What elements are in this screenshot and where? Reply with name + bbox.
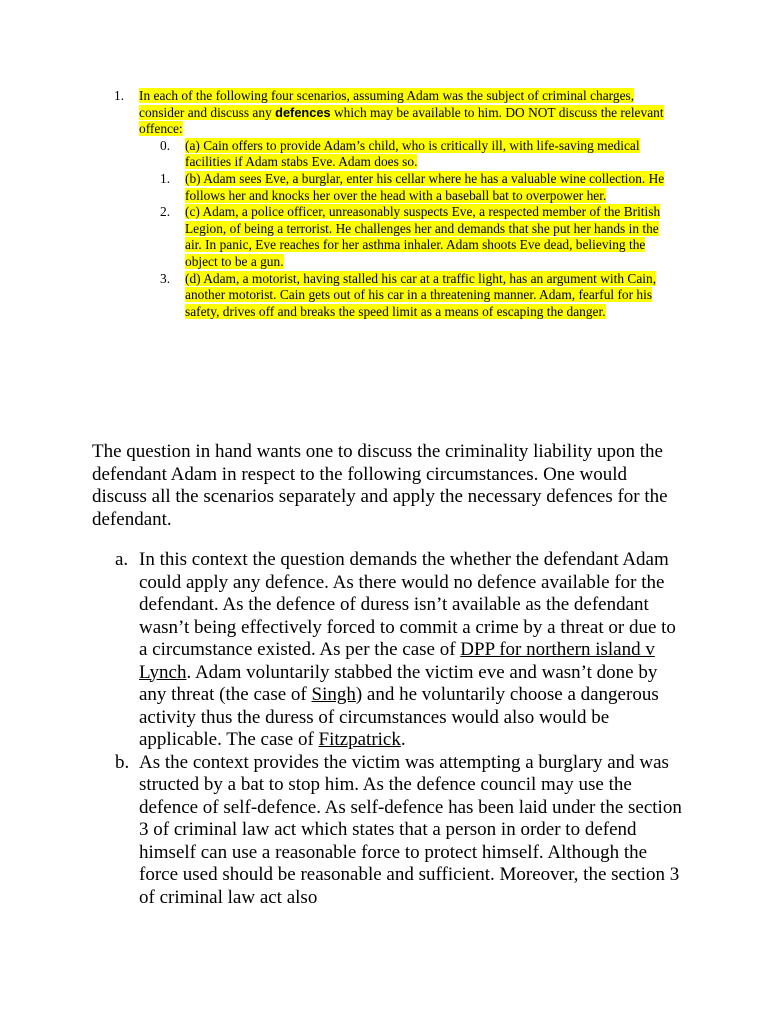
defences-keyword: defences: [275, 104, 331, 120]
scenario-item: [160, 138, 674, 171]
scenario-text: (d) Adam, a motorist, having stalled his car at a traffic light, has an argument with Cain, another motorist. Cain gets out of his car in a threatening manner. Adam, fearful for his safety, drives off and breaks the speed limit as a means of escaping the danger.: [185, 270, 657, 319]
scenario-text: (c) Adam, a police officer, unreasonably suspects Eve, a respected member of the British Legion, of being a terrorist. He challenges her and demands that she put her hands in the air. In panic, Eve reaches for her asthma inhaler. Adam shoots Eve dead, believing the object to be a gun.: [185, 204, 661, 269]
question-block: [114, 88, 674, 320]
answer-item-a: [92, 549, 682, 752]
answer-section: [92, 441, 682, 909]
scenario-item: [160, 204, 674, 270]
answer-item-b: [92, 752, 682, 910]
question-text: In each of the following four scenarios, assuming Adam was the subject of criminal charges, consider and discuss any defences which may be available to him. DO NOT discuss the relevant offence:: [139, 88, 664, 137]
scenario-number: 1.: [160, 170, 171, 186]
list-marker: b.: [115, 751, 130, 773]
scenario-item: [160, 171, 674, 204]
scenario-number: 2.: [160, 204, 171, 220]
case-reference: Singh: [311, 684, 356, 705]
intro-paragraph: The question in hand wants one to discuss the criminality liability upon the defendant Adam in respect to the following circumstances. One would discuss all the scenarios separately and apply the necessary defences for the defendant.: [92, 441, 668, 530]
scenario-item: [160, 271, 674, 321]
scenario-text: (b) Adam sees Eve, a burglar, enter his cellar where he has a valuable wine collection. He follows her and knocks her over the head with a baseball bat to overpower her.: [185, 170, 665, 203]
case-reference: Fitzpatrick: [318, 729, 401, 750]
scenario-list: [114, 138, 674, 321]
answer-text: As the context provides the victim was attempting a burglary and was structed by a bat to stop him. As the defence council may use the defence of self-defence. As self-defence has been laid under the section 3 of criminal law act which states that a person in order to defend himself can use a reasonable force to protect himself. Although the force used should be reasonable and sufficient. Moreover, the section 3 of criminal law act also: [139, 751, 682, 908]
question-item: [114, 88, 674, 138]
answer-list: [92, 549, 682, 909]
scenario-number: 0.: [160, 137, 171, 153]
case-reference: DPP for northern island v Lynch: [139, 639, 655, 683]
scenario-text: (a) Cain offers to provide Adam’s child, who is critically ill, with life-saving medical facilities if Adam stabs Eve. Adam does so.: [185, 137, 640, 170]
list-marker: a.: [115, 549, 129, 570]
answer-text: In this context the question demands the whether the defendant Adam could apply any defence. As there would no defence available for the defendant. As the defence of duress isn’t available as the defendant wasn’t being effectively forced to commit a crime by a threat or due to a circumstance existed. As per the case of DPP for northern island v Lynch. Adam voluntarily stabbed the victim eve and wasn’t done by any threat (the case of Singh) and he voluntarily choose a dangerous activity thus the duress of circumstances would also would be applicable. The case of Fitzpatrick.: [139, 549, 676, 750]
question-number: 1.: [114, 88, 125, 103]
scenario-number: 3.: [160, 270, 171, 286]
